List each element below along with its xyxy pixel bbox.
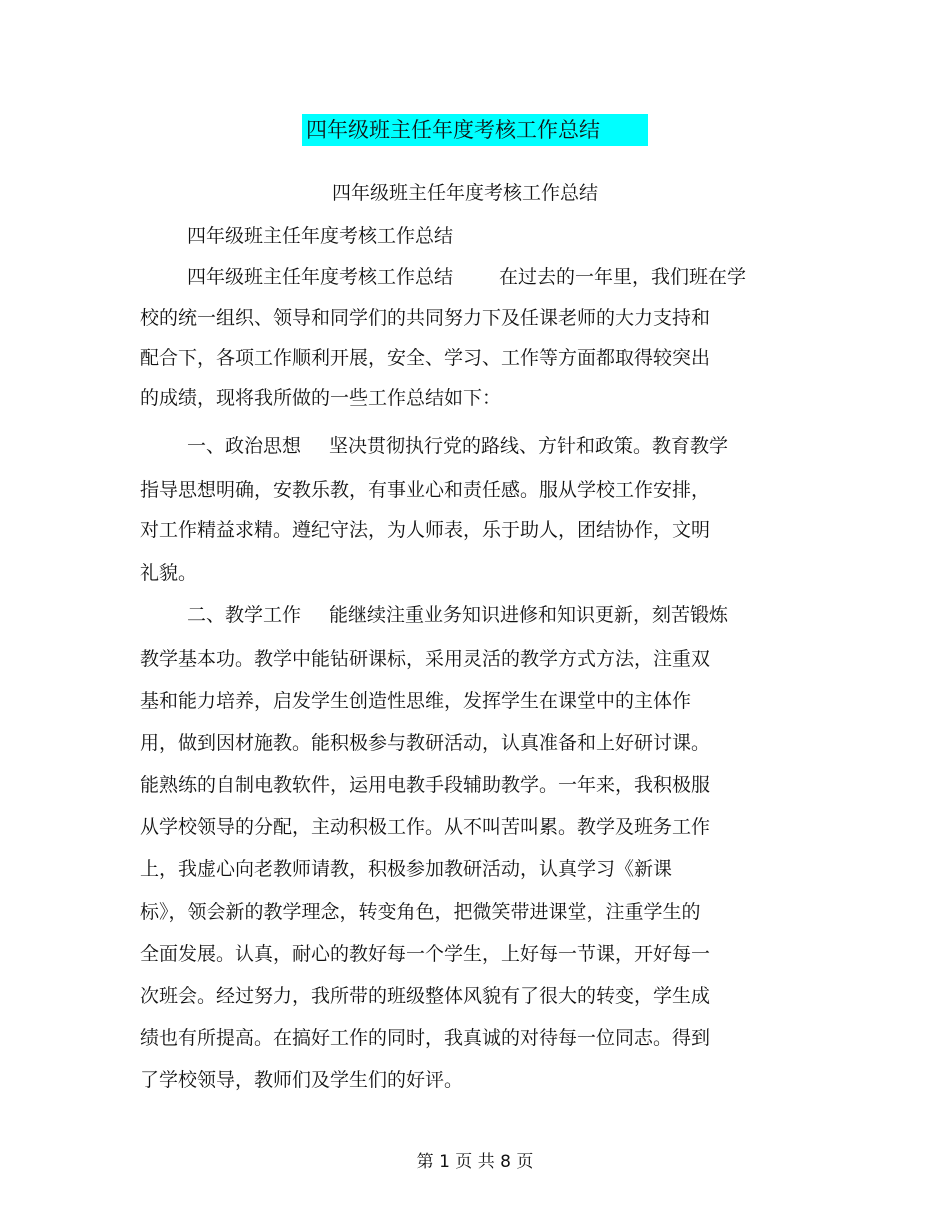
section-2-label: 二、教学工作 <box>187 604 302 626</box>
section-2-line-4: 用，做到因材施教。能积极参与教研活动，认真准备和上好研讨课。 <box>140 732 711 754</box>
intro-label: 四年级班主任年度考核工作总结 <box>187 266 454 288</box>
section-2-line-3: 基和能力培养，启发学生创造性思维，发挥学生在课堂中的主体作 <box>140 690 692 712</box>
document-title: 四年级班主任年度考核工作总结 <box>302 114 648 146</box>
section-2-text: 能继续注重业务知识进修和知识更新，刻苦锻炼 <box>329 604 729 626</box>
subtitle: 四年级班主任年度考核工作总结 <box>331 182 598 204</box>
intro-line-1 <box>187 265 746 289</box>
heading: 四年级班主任年度考核工作总结 <box>187 225 454 247</box>
section-1-line-4: 礼貌。 <box>140 562 198 584</box>
title-container <box>0 114 950 146</box>
intro-line-4: 的成绩，现将我所做的一些工作总结如下： <box>140 387 502 409</box>
section-2-line-6: 从学校领导的分配，主动积极工作。从不叫苦叫累。教学及班务工作 <box>140 816 711 838</box>
section-1-line-1 <box>187 434 728 458</box>
page-number-footer: 第 1 页 共 8 页 <box>416 1152 534 1172</box>
section-2-line-8: 标》，领会新的教学理念，转变角色，把微笑带进课堂，注重学生的 <box>140 901 701 923</box>
intro-line-3: 配合下，各项工作顺利开展，安全、学习、工作等方面都取得较突出 <box>140 347 711 369</box>
section-1-line-2: 指导思想明确，安教乐教，有事业心和责任感。服从学校工作安排， <box>140 479 711 501</box>
intro-line-2: 校的统一组织、领导和同学们的共同努力下及任课老师的大力支持和 <box>140 307 711 329</box>
section-2-line-10: 次班会。经过努力，我所带的班级整体风貌有了很大的转变，学生成 <box>140 985 711 1007</box>
intro-text: 在过去的一年里，我们班在学 <box>499 266 747 288</box>
section-2-line-2: 教学基本功。教学中能钻研课标，采用灵活的教学方式方法，注重双 <box>140 648 711 670</box>
section-2-line-12: 了学校领导，教师们及学生们的好评。 <box>140 1069 464 1091</box>
section-2-line-7: 上，我虚心向老教师请教，积极参加教研活动，认真学习《新课 <box>140 858 673 880</box>
section-2-line-9: 全面发展。认真，耐心的教好每一个学生，上好每一节课，开好每一 <box>140 943 711 965</box>
section-1-line-3: 对工作精益求精。遵纪守法，为人师表，乐于助人，团结协作，文明 <box>140 519 711 541</box>
section-2-line-11: 绩也有所提高。在搞好工作的同时，我真诚的对待每一位同志。得到 <box>140 1027 711 1049</box>
section-1-text: 坚决贯彻执行党的路线、方针和政策。教育教学 <box>329 435 729 457</box>
section-2-line-1 <box>187 603 728 627</box>
section-2-line-5: 能熟练的自制电教软件，运用电教手段辅助教学。一年来，我积极服 <box>140 774 711 796</box>
section-1-label: 一、政治思想 <box>187 435 302 457</box>
